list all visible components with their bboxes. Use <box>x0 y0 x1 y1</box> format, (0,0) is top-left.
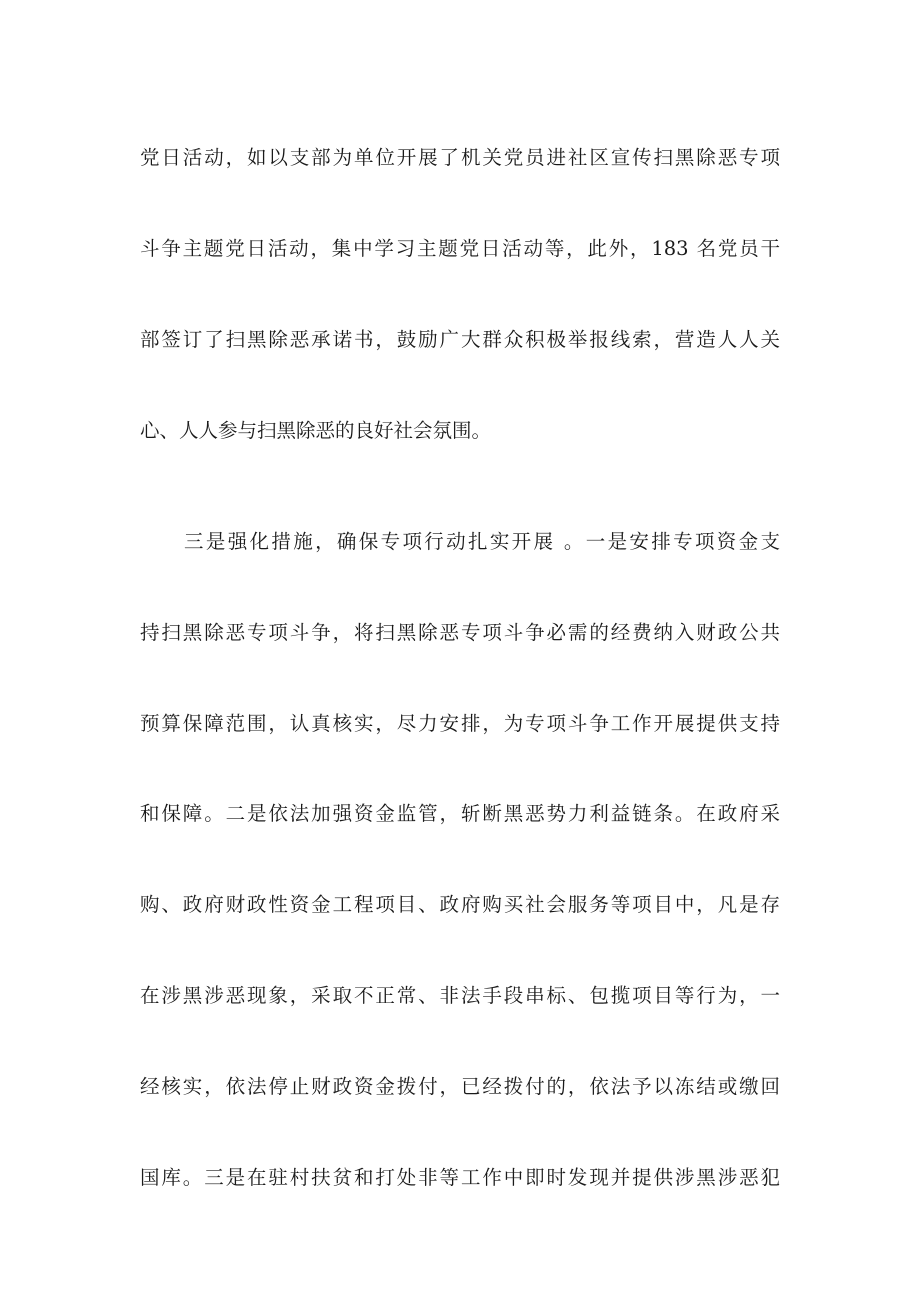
text-line: 预算保障范围，认真核实，尽力安排，为专项斗争工作开展提供支持 <box>140 712 780 735</box>
text-line: 国库。三是在驻村扶贫和打处非等工作中即时发现并提供涉黑涉恶犯 <box>140 1166 780 1189</box>
text-line: 部签订了扫黑除恶承诺书，鼓励广大群众积极举报线索，营造人人关 <box>140 328 780 351</box>
text-line: 三是强化措施，确保专项行动扎实开展 。一是安排专项资金支 <box>184 530 780 553</box>
text-line: 持扫黑除恶专项斗争，将扫黑除恶专项斗争必需的经费纳入财政公共 <box>140 621 780 644</box>
text-line: 购、政府财政性资金工程项目、政府购买社会服务等项目中，凡是存 <box>140 893 780 916</box>
text-line: 斗争主题党日活动，集中学习主题党日活动等，此外，183 名党员干 <box>140 237 780 260</box>
text-line: 党日活动，如以支部为单位开展了机关党员进社区宣传扫黑除恶专项 <box>140 146 780 169</box>
text-line: 心、人人参与扫黑除恶的良好社会氛围。 <box>140 419 492 442</box>
text-line: 经核实，依法停止财政资金拨付，已经拨付的，依法予以冻结或缴回 <box>140 1075 780 1098</box>
text-line: 和保障。二是依法加强资金监管，斩断黑恶势力利益链条。在政府采 <box>140 802 780 825</box>
text-line: 在涉黑涉恶现象，采取不正常、非法手段串标、包揽项目等行为，一 <box>140 984 780 1007</box>
